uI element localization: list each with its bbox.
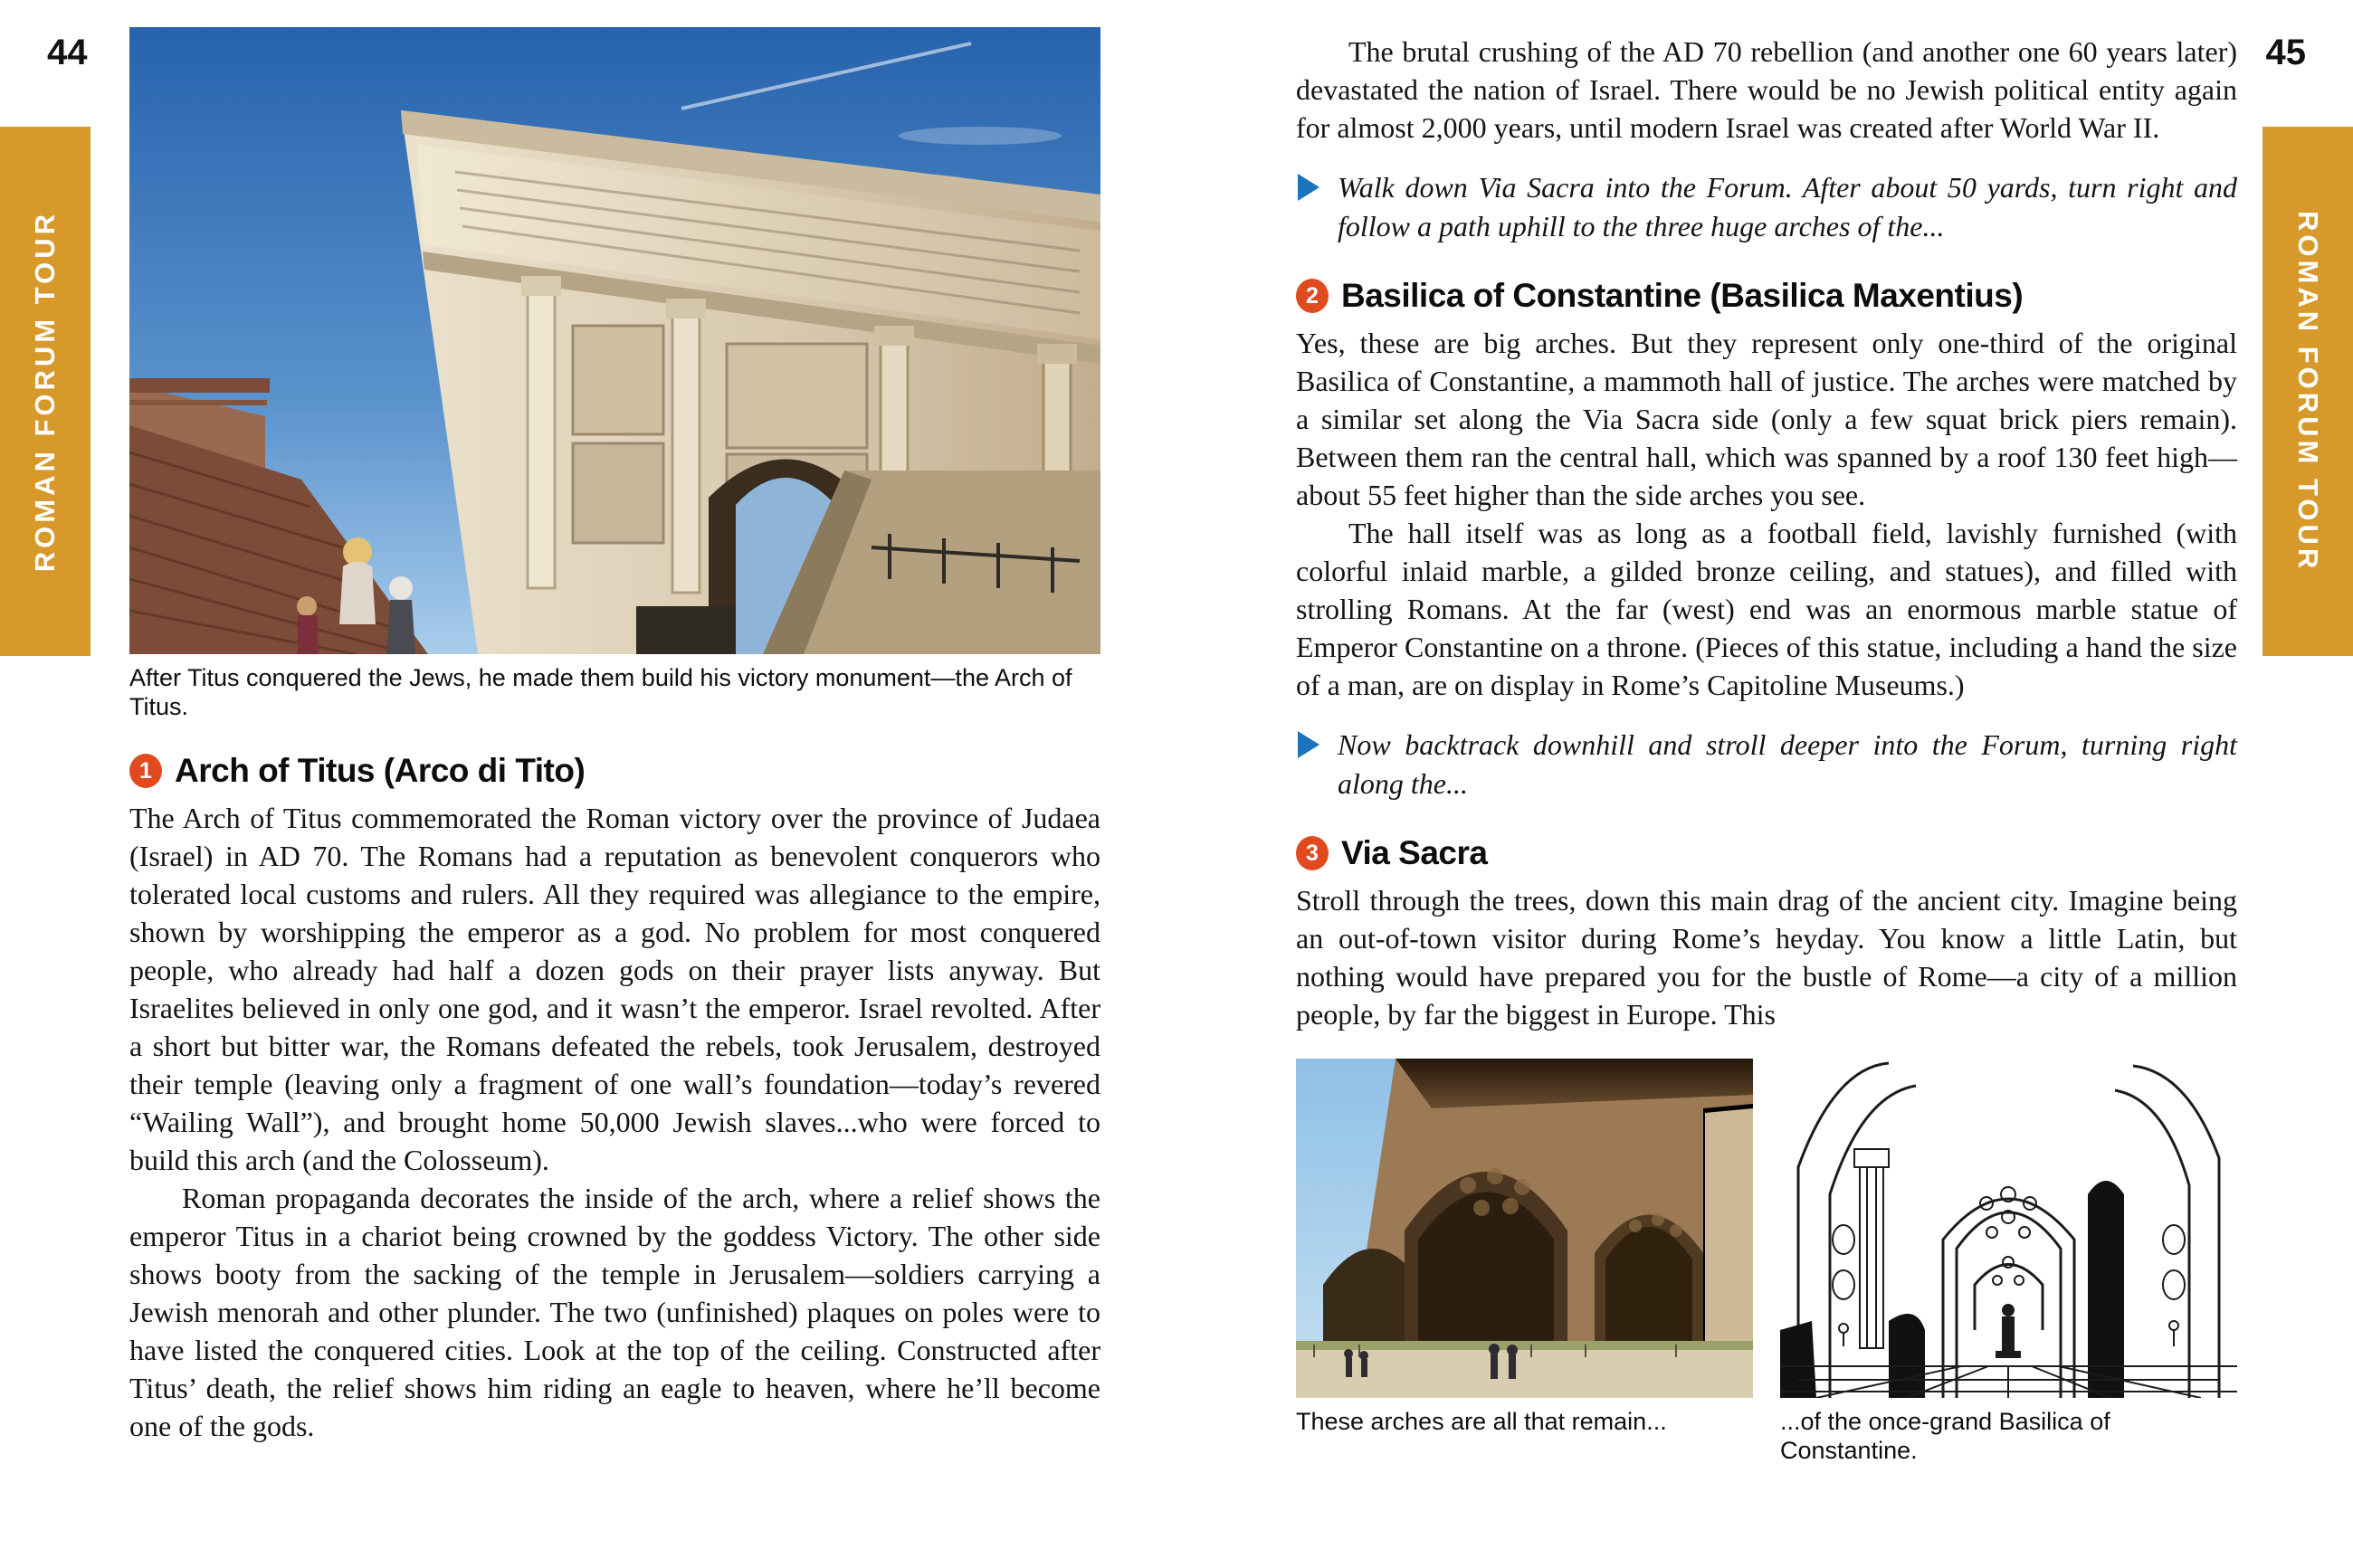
section-1-heading xyxy=(129,752,1100,790)
page-number-left: 44 xyxy=(47,33,88,72)
section-1-number-badge: 1 xyxy=(129,754,162,788)
section-3-title: Via Sacra xyxy=(1341,834,1488,871)
direction-arrow-icon xyxy=(1298,174,1319,201)
chapter-tab-right-label: ROMAN FORUM TOUR xyxy=(2292,210,2324,573)
basilica-drawing-figure xyxy=(1780,1059,2237,1465)
basilica-arches-photo xyxy=(1296,1059,1753,1398)
section-1-paragraph-1: The Arch of Titus commemorated the Roman victory over the province of Judaea (Israel) in AD 70. The Romans had a reputation as benevolent conquerors who tolerated local customs and rulers. All they required was allegiance to the empire, shown by worshipping the emperor as a god. No problem for most conquered people, who already had half a dozen gods on their prayer lists anyway. But Israelites believed in only one god, and it wasn’t the emperor. Israel revolted. After a short but bitter war, the Romans defeated the rebels, took Jerusalem, destroyed their temple (leaving only a fragment of one wall’s foundation—today’s revered “Wailing Wall”), and brought home 50,000 Jewish slaves...who were forced to build this arch (and the Colosseum). xyxy=(129,802,1100,1176)
chapter-tab-left-label: ROMAN FORUM TOUR xyxy=(29,210,61,573)
page-number-right: 45 xyxy=(2265,33,2306,72)
basilica-drawing-caption: ...of the once-grand Basilica of Constantine. xyxy=(1780,1408,2110,1464)
right-page-column xyxy=(1296,27,2237,1465)
photo-caption: After Titus conquered the Jews, he made them build his victory monument—the Arch of Titus. xyxy=(129,664,1072,720)
section-2-title: Basilica of Constantine (Basilica Maxentius) xyxy=(1341,277,2024,314)
chapter-tab-left xyxy=(0,127,90,656)
bottom-figures xyxy=(1296,1059,2237,1465)
direction-arrow-icon xyxy=(1298,731,1319,758)
section-2-paragraph-2: The hall itself was as long as a football field, lavishly furnished (with colorful inlaid marble, a gilded bronze ceiling, and statues), and filled with strolling Romans. At the far (west) end was an enormous marble statue of Emperor Constantine on a throne. (Pieces of this statue, including a hand the size of a man, are on display in Rome’s Capitoline Museums.) xyxy=(1296,517,2237,701)
section-1-paragraph-2: Roman propaganda decorates the inside of the arch, where a relief shows the emperor Titus in a chariot being crowned by the goddess Victory. The other side shows booty from the sacking of the temple in Jerusalem—soldiers carrying a Jewish menorah and other plunder. The two (unfinished) plaques on poles were to have listed the conquered cities. Look at the top of the ceiling. Constructed after Titus’ death, the relief shows him riding an eagle to heaven, where he’ll become one of the gods. xyxy=(129,1182,1100,1442)
section-2-heading xyxy=(1296,277,2237,315)
section-3-heading xyxy=(1296,834,2237,872)
basilica-photo-caption: These arches are all that remain... xyxy=(1296,1408,1667,1435)
arch-of-titus-photo xyxy=(129,27,1100,654)
left-page-column xyxy=(129,27,1100,1445)
walking-direction-2-text: Now backtrack downhill and stroll deeper into the Forum, turning right along the... xyxy=(1338,728,2237,800)
section-1-title: Arch of Titus (Arco di Tito) xyxy=(175,752,586,789)
section-2-paragraph-1: Yes, these are big arches. But they represent only one-third of the original Basilica of Constantine, a mammoth hall of justice. The arches were matched by a similar set along the Via Sacra side (only a few squat brick piers remain). Between them ran the central hall, which was spanned by a roof 130 feet high—about 55 feet higher than the side arches you see. xyxy=(1296,327,2237,511)
section-3-paragraph-1: Stroll through the trees, down this main drag of the ancient city. Imagine being an out-of-town visitor during Rome’s heyday. You know a little Latin, but nothing would have prepared you for the bustle of Rome—a city of a million people, by far the biggest in Europe. This xyxy=(1296,884,2237,1031)
section-3-number-badge: 3 xyxy=(1296,836,1329,870)
walking-direction-1 xyxy=(1296,168,2237,246)
intro-paragraph: The brutal crushing of the AD 70 rebellion (and another one 60 years later) devastated the nation of Israel. There would be no Jewish political entity again for almost 2,000 years, until modern Israel was created after World War II. xyxy=(1296,35,2237,144)
basilica-photo-figure xyxy=(1296,1059,1753,1465)
section-2-number-badge: 2 xyxy=(1296,279,1329,313)
basilica-reconstruction-drawing xyxy=(1780,1059,2237,1398)
chapter-tab-right xyxy=(2262,127,2353,656)
walking-direction-1-text: Walk down Via Sacra into the Forum. After about 50 yards, turn right and follow a path uphill to the three huge arches of the... xyxy=(1338,171,2237,242)
walking-direction-2 xyxy=(1296,726,2237,803)
